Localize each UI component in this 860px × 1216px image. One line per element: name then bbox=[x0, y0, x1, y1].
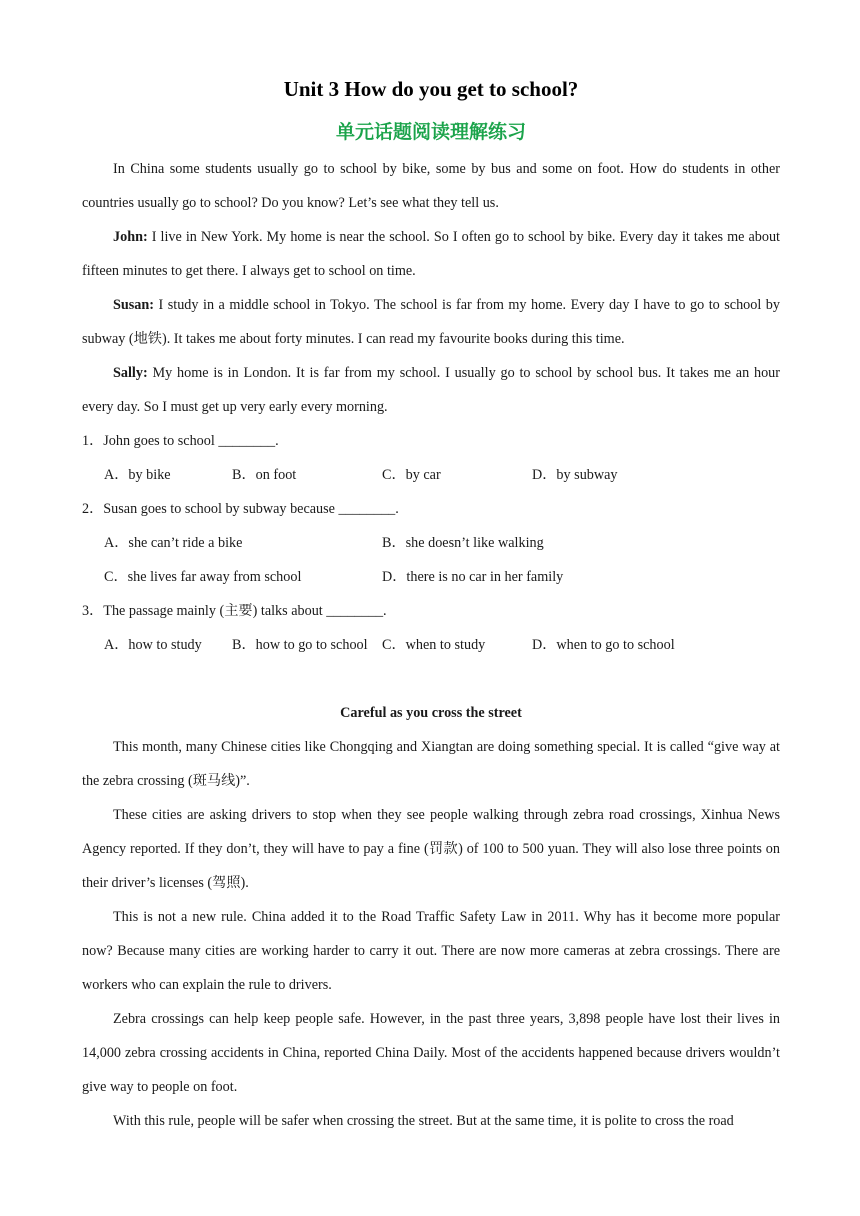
passage-2-paragraph: With this rule, people will be safer when crossing the street. But at the same time, it is polite to cross the road bbox=[113, 1113, 734, 1129]
option-d: D．when to go to school bbox=[532, 637, 675, 653]
option-b: B．she doesn’t like walking bbox=[382, 535, 544, 551]
option-a: A．how to study bbox=[104, 637, 202, 653]
page-subtitle: 单元话题阅读理解练习 bbox=[335, 121, 526, 143]
document-page bbox=[82, 70, 780, 1138]
speaker-paragraph-john bbox=[82, 220, 780, 288]
passage-2-paragraph: This month, many Chinese cities like Chongqing and Xiangtan are doing something special. It is called “give way at the zebra crossing (斑马线)”. bbox=[82, 739, 780, 789]
intro-paragraph: In China some students usually go to school by bike, some by bus and some on foot. How do students in other countries usually go to school? Do you know? Let’s see what they tell us. bbox=[82, 161, 780, 211]
question-1-options bbox=[82, 458, 780, 492]
option-d: D．there is no car in her family bbox=[382, 569, 564, 585]
speaker-name: John: bbox=[113, 229, 148, 245]
speaker-paragraph-sally bbox=[82, 356, 780, 424]
passage-2-paragraph: These cities are asking drivers to stop when they see people walking through zebra road crossings, Xinhua News Agency reported. If they don’t, they will have to pay a fine (罚款) of 100 to 500 yuan. They will also lose three points on their driver’s licenses (驾照). bbox=[82, 807, 780, 891]
question-3-stem: 3．The passage mainly (主要) talks about ________. bbox=[82, 603, 387, 619]
question-1-stem: 1．John goes to school ________. bbox=[82, 433, 279, 449]
option-b: B．how to go to school bbox=[232, 637, 368, 653]
speaker-paragraph-susan bbox=[82, 288, 780, 356]
option-c: C．by car bbox=[382, 467, 441, 483]
passage-2-paragraph: This is not a new rule. China added it to the Road Traffic Safety Law in 2011. Why has it become more popular now? Because many cities are working harder to carry it out. There are now more cameras at zebra crossings. There are workers who can explain the rule to drivers. bbox=[82, 909, 780, 993]
speaker-name: Sally: bbox=[113, 365, 148, 381]
passage-2-title: Careful as you cross the street bbox=[340, 705, 522, 721]
passage-2-paragraph: Zebra crossings can help keep people safe. However, in the past three years, 3,898 people have lost their lives in 14,000 zebra crossing accidents in China, reported China Daily. Most of the accidents happened because drivers wouldn’t give way to people on foot. bbox=[82, 1011, 780, 1095]
page-title: Unit 3 How do you get to school? bbox=[283, 77, 579, 101]
question-2-stem: 2．Susan goes to school by subway because ________. bbox=[82, 501, 399, 517]
question-3-options bbox=[82, 628, 780, 662]
option-a: A．she can’t ride a bike bbox=[104, 535, 243, 551]
speaker-text: I study in a middle school in Tokyo. The school is far from my home. Every day I have to go to school by subway (地铁). It takes me about forty minutes. I can read my favourite books during this time. bbox=[82, 297, 780, 347]
speaker-name: Susan: bbox=[113, 297, 155, 313]
option-b: B．on foot bbox=[232, 467, 297, 483]
option-a: A．by bike bbox=[104, 467, 171, 483]
speaker-text: My home is in London. It is far from my school. I usually go to school by school bus. It takes me an hour every day. So I must get up very early every morning. bbox=[82, 365, 780, 415]
speaker-text: I live in New York. My home is near the school. So I often go to school by bike. Every day it takes me about fifteen minutes to get there. I always get to school on time. bbox=[82, 229, 780, 279]
option-d: D．by subway bbox=[532, 467, 618, 483]
option-c: C．she lives far away from school bbox=[104, 569, 302, 585]
option-c: C．when to study bbox=[382, 637, 486, 653]
question-2-options bbox=[82, 526, 780, 594]
